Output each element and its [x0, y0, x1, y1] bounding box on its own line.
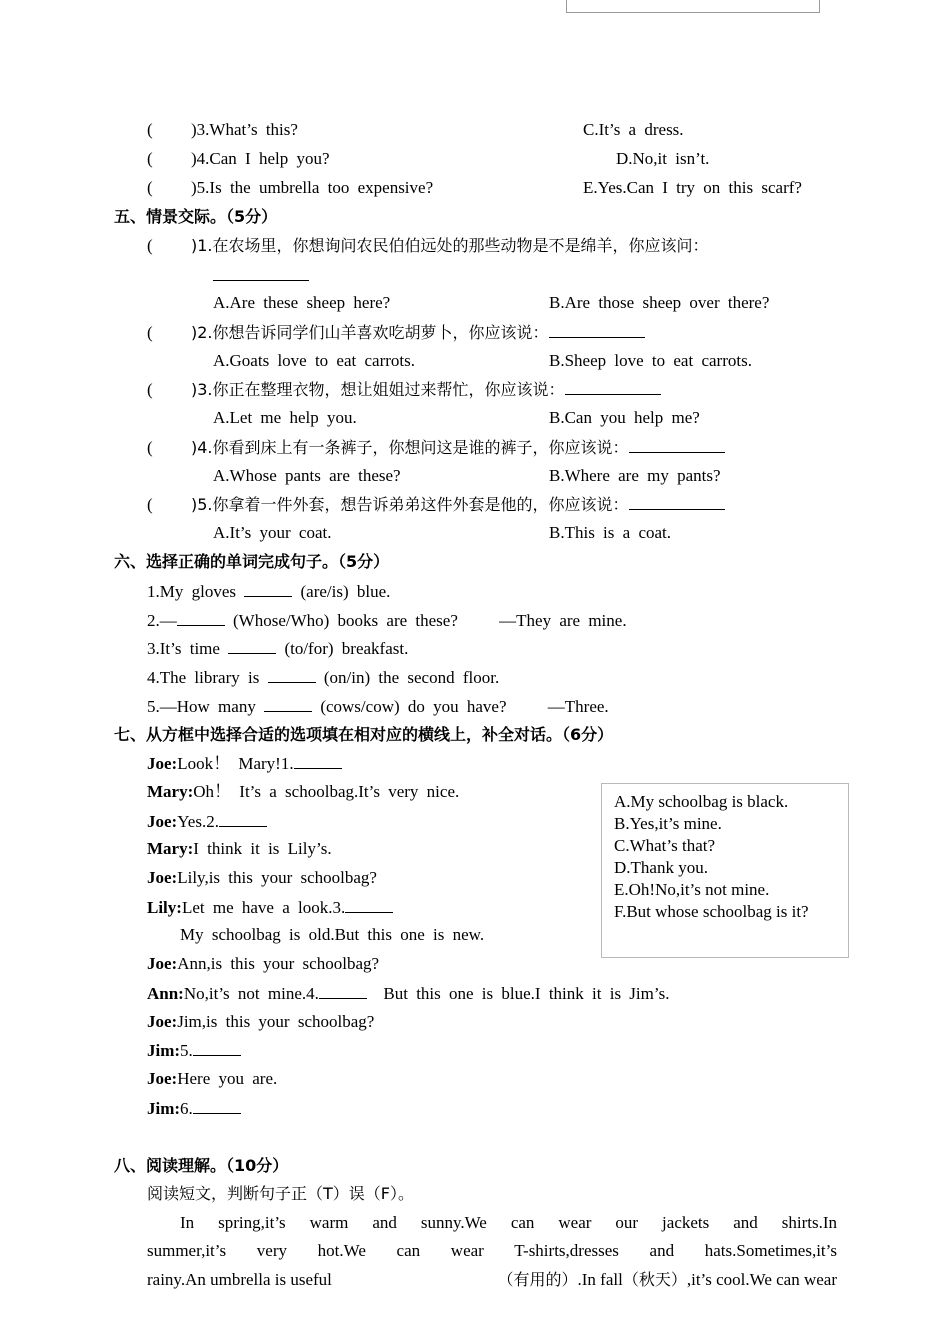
- sit-q2-option-a: A.Goats love to eat carrots.: [213, 351, 415, 370]
- option-a: A.My schoolbag is black.: [614, 792, 789, 811]
- sit-q4-option-a: A.Whose pants are these?: [213, 466, 401, 485]
- answer-blank[interactable]: [629, 493, 725, 510]
- answer-paren[interactable]: (: [147, 149, 153, 168]
- section-8-heading: 八、阅读理解。（10分）: [114, 1156, 289, 1175]
- option-c: C.What’s that?: [614, 836, 716, 855]
- answer-blank[interactable]: [565, 378, 661, 395]
- option-b: B.Yes,it’s mine.: [614, 814, 722, 833]
- sit-q3-option-b: B.Can you help me?: [549, 408, 700, 427]
- sit-q5-option-b: B.This is a coat.: [549, 523, 672, 542]
- dialog-line-3: Joe:Yes.2.: [147, 810, 267, 833]
- dialog-line-10: Joe:Jim,is this your schoolbag?: [147, 1012, 375, 1031]
- dialog-line-1: Joe:Look！ Mary!1.: [147, 752, 342, 775]
- reading-instruction: 阅读短文，判断句子正（T）误（F）。: [147, 1184, 414, 1203]
- answer-paren[interactable]: (: [147, 178, 153, 197]
- dialog-line-11: Jim:5.: [147, 1039, 241, 1062]
- answer-paren[interactable]: (: [147, 380, 153, 399]
- sit-q1-option-b: B.Are those sheep over there?: [549, 293, 770, 312]
- section-6-heading: 六、选择正确的单词完成句子。（5分）: [114, 552, 390, 571]
- section-5-heading: 五、情景交际。（5分）: [114, 207, 278, 226]
- match-answer-e: E.Yes.Can I try on this scarf?: [583, 178, 802, 197]
- answer-blank[interactable]: [177, 609, 225, 626]
- answer-blank-line[interactable]: [213, 264, 309, 287]
- answer-paren[interactable]: (: [147, 236, 153, 255]
- answer-blank[interactable]: [549, 321, 645, 338]
- dialog-line-13: Jim:6.: [147, 1097, 241, 1120]
- sit-question-5: ( )5.你拿着一件外套，想告诉弟弟这件外套是他的，你应该说：: [147, 493, 725, 516]
- answer-blank[interactable]: [264, 695, 312, 712]
- match-answer-d: D.No,it isn’t.: [616, 149, 710, 168]
- dialog-line-6: Lily:Let me have a look.3.: [147, 896, 393, 919]
- option-d: D.Thank you.: [614, 858, 708, 877]
- dialog-line-2: Mary:Oh！ It’s a schoolbag.It’s very nice.: [147, 782, 460, 801]
- dialog-line-9: Ann:No,it’s not mine.4. But this one is blue.I think it is Jim’s.: [147, 984, 670, 1003]
- fill-sentence-2: 2.— (Whose/Who) books are these? —They are mine.: [147, 611, 627, 630]
- reading-passage-line-1: In spring,it’s warm and sunny.We can wear our jackets and shirts.In: [180, 1213, 837, 1232]
- answer-blank[interactable]: [219, 810, 267, 827]
- answer-blank[interactable]: [193, 1097, 241, 1114]
- answer-blank[interactable]: [319, 982, 367, 999]
- dialog-line-8: Joe:Ann,is this your schoolbag?: [147, 954, 380, 973]
- answer-blank[interactable]: [294, 752, 342, 769]
- answer-blank[interactable]: [244, 580, 292, 597]
- option-f: F.But whose schoolbag is it?: [614, 902, 809, 921]
- fill-sentence-1: 1.My gloves (are/is) blue.: [147, 582, 391, 601]
- sit-question-4: ( )4.你看到床上有一条裤子，你想问这是谁的裤子，你应该说：: [147, 436, 725, 459]
- match-item-5: ( )5.Is the umbrella too expensive?: [147, 178, 434, 197]
- header-score-box: [566, 0, 820, 13]
- answer-paren[interactable]: (: [147, 323, 153, 342]
- options-box: [601, 783, 849, 958]
- answer-paren[interactable]: (: [147, 120, 153, 139]
- sit-question-2: ( )2.你想告诉同学们山羊喜欢吃胡萝卜，你应该说：: [147, 321, 645, 344]
- sit-q3-option-a: A.Let me help you.: [213, 408, 357, 427]
- fill-sentence-4: 4.The library is (on/in) the second floor.: [147, 668, 500, 687]
- answer-blank[interactable]: [193, 1039, 241, 1056]
- fill-sentence-3: 3.It’s time (to/for) breakfast.: [147, 639, 409, 658]
- answer-blank[interactable]: [228, 637, 276, 654]
- dialog-line-7: My schoolbag is old.But this one is new.: [180, 925, 485, 944]
- answer-blank[interactable]: [345, 896, 393, 913]
- reading-passage-line-2: summer,it’s very hot.We can wear T-shirts,dresses and hats.Sometimes,it’s: [147, 1241, 837, 1260]
- answer-paren[interactable]: (: [147, 438, 153, 457]
- match-item-4: ( )4.Can I help you?: [147, 149, 330, 168]
- answer-blank[interactable]: [629, 436, 725, 453]
- answer-paren[interactable]: (: [147, 495, 153, 514]
- dialog-line-4: Mary:I think it is Lily’s.: [147, 839, 332, 858]
- dialog-line-5: Joe:Lily,is this your schoolbag?: [147, 868, 377, 887]
- sit-question-1: ( )1.在农场里，你想询问农民伯伯远处的那些动物是不是绵羊，你应该问：: [147, 236, 709, 255]
- sit-q1-option-a: A.Are these sheep here?: [213, 293, 391, 312]
- answer-blank[interactable]: [268, 666, 316, 683]
- sit-question-3: ( )3.你正在整理衣物，想让姐姐过来帮忙，你应该说：: [147, 378, 661, 401]
- dialog-line-12: Joe:Here you are.: [147, 1069, 278, 1088]
- sit-q2-option-b: B.Sheep love to eat carrots.: [549, 351, 752, 370]
- match-item-3: ( )3.What’s this?: [147, 120, 298, 139]
- reading-passage-line-3: rainy.An umbrella is useful （有用的）.In fall（秋天）,it’s cool.We can wear: [147, 1270, 837, 1289]
- fill-sentence-5: 5.—How many (cows/cow) do you have? —Three.: [147, 697, 609, 716]
- option-e: E.Oh!No,it’s not mine.: [614, 880, 770, 899]
- match-answer-c: C.It’s a dress.: [583, 120, 684, 139]
- sit-q4-option-b: B.Where are my pants?: [549, 466, 721, 485]
- sit-q5-option-a: A.It’s your coat.: [213, 523, 332, 542]
- section-7-heading: 七、从方框中选择合适的选项填在相对应的横线上，补全对话。（6分）: [114, 725, 614, 744]
